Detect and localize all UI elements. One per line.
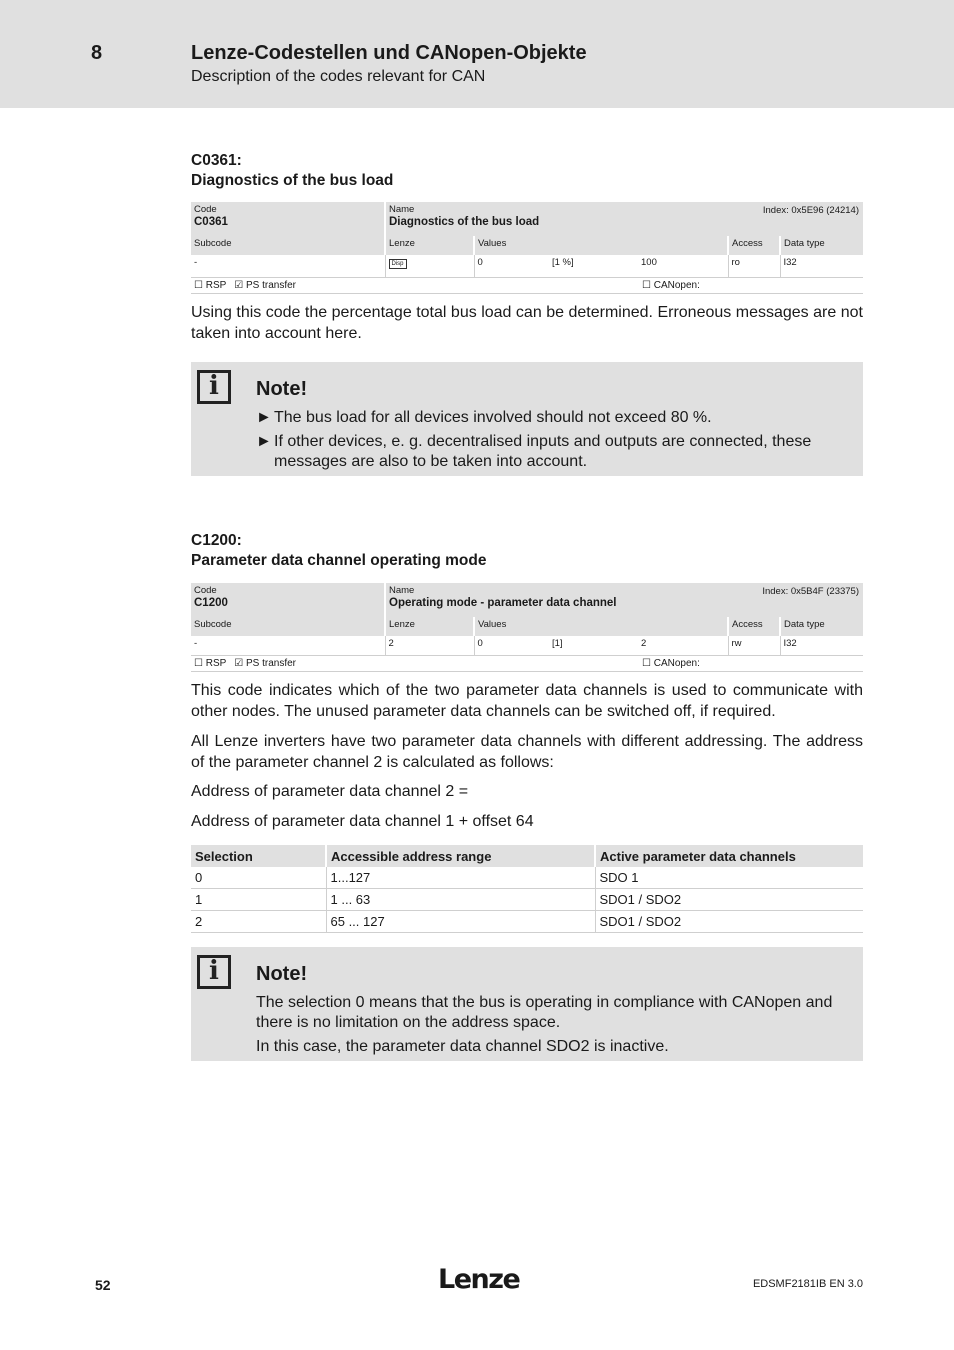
lenze-value: 2: [385, 636, 474, 655]
note-item: ► The bus load for all devices involved should not exceed 80 %.: [256, 409, 712, 426]
col-values: Values: [474, 617, 728, 636]
selection-cell: 0: [191, 867, 326, 889]
rsp-checkbox: ☐ RSP: [194, 279, 227, 291]
chapter-title: Lenze-Codestellen und CANopen-Objekte: [191, 42, 587, 64]
col-datatype: Data type: [780, 617, 863, 636]
code-cell: Code C0361: [191, 202, 385, 236]
bullet-icon: ►: [256, 433, 272, 450]
c0361-heading-code: C0361:: [191, 152, 242, 169]
selection-cell: 2: [191, 911, 326, 933]
ps-transfer-checkbox: ☑ PS transfer: [234, 279, 296, 291]
c1200-note: [191, 947, 863, 1061]
canopen-cell: [642, 277, 863, 293]
chapter-number: 8: [91, 42, 103, 64]
value-step: [1 %]: [549, 255, 638, 277]
value-min: 0: [474, 255, 549, 277]
active-channels-cell: SDO1 / SDO2: [595, 911, 863, 933]
canopen-checkbox: ☐ CANopen:: [642, 657, 700, 669]
chapter-subtitle: Description of the codes relevant for CAN: [191, 68, 486, 85]
value-step: [1]: [549, 636, 638, 655]
ps-transfer-checkbox: ☑ PS transfer: [234, 657, 296, 669]
value-max: 2: [638, 636, 728, 655]
page-header: [0, 0, 954, 108]
note-title: Note!: [256, 963, 308, 985]
code-cell: Code C1200: [191, 583, 385, 617]
c1200-paragraph: This code indicates which of the two parameter data channels is used to communicate with other nodes. The unused parameter data channels can be switched off, if required.: [191, 682, 863, 720]
address-range-cell: 1...127: [326, 867, 595, 889]
c0361-note: [191, 362, 863, 476]
note-line: The selection 0 means that the bus is operating in compliance with CANopen and there is no limitation on the address space.: [256, 994, 833, 1031]
rsp-checkbox: ☐ RSP: [194, 657, 227, 669]
index-value: Index: 0x5B4F (23375): [762, 586, 859, 597]
col-active-channels: Active parameter data channels: [595, 845, 863, 867]
index-value: Index: 0x5E96 (24214): [762, 205, 859, 216]
name-value: Diagnostics of the bus load: [389, 216, 540, 228]
col-access: Access: [728, 617, 780, 636]
access-value: ro: [728, 255, 780, 277]
col-lenze: Lenze: [385, 617, 474, 636]
c1200-heading-title: Parameter data channel operating mode: [191, 552, 487, 569]
info-icon: i: [197, 370, 231, 404]
note-title: Note!: [256, 378, 308, 400]
page-number: 52: [95, 1277, 111, 1293]
col-datatype: Data type: [780, 236, 863, 255]
col-selection: Selection: [191, 845, 326, 867]
info-icon: i: [197, 955, 231, 989]
col-values: Values: [474, 236, 728, 255]
canopen-checkbox: ☐ CANopen:: [642, 279, 700, 291]
address-range-cell: 65 ... 127: [326, 911, 595, 933]
selection-table: [191, 845, 863, 933]
selection-cell: 1: [191, 889, 326, 911]
table-row: [191, 867, 863, 889]
access-value: rw: [728, 636, 780, 655]
col-subcode: Subcode: [194, 238, 232, 249]
note-line: In this case, the parameter data channel SDO2 is inactive.: [256, 1038, 669, 1055]
c1200-paragraph: Address of parameter data channel 2 =: [191, 783, 469, 800]
c0361-heading-title: Diagnostics of the bus load: [191, 172, 394, 189]
datatype-value: I32: [780, 255, 863, 277]
c1200-heading: [191, 531, 486, 571]
name-cell: Name Operating mode - parameter data channel Index: 0x5B4F (23375): [385, 583, 863, 617]
value-min: 0: [474, 636, 549, 655]
canopen-cell: [642, 655, 863, 671]
name-cell: Name Diagnostics of the bus load Index: 0x5E96 (24214): [385, 202, 863, 236]
c1200-paragraph: Address of parameter data channel 1 + offset 64: [191, 813, 534, 830]
code-value: C0361: [194, 216, 228, 228]
code-value: C1200: [194, 597, 228, 609]
lenze-value: Disp: [385, 255, 474, 277]
active-channels-cell: SDO1 / SDO2: [595, 889, 863, 911]
datatype-value: I32: [780, 636, 863, 655]
note-item: ► If other devices, e. g. decentralised inputs and outputs are connected, these messages are also to be taken into account.: [256, 433, 812, 470]
c1200-paragraph: All Lenze inverters have two parameter data channels with different addressing. The address of the parameter channel 2 is calculated as follows:: [191, 733, 863, 771]
bullet-icon: ►: [256, 409, 272, 426]
c1200-heading-code: C1200:: [191, 532, 242, 549]
document-reference: EDSMF2181IB EN 3.0: [752, 1278, 863, 1290]
col-access: Access: [728, 236, 780, 255]
c0361-description: Using this code the percentage total bus load can be determined. Erroneous messages are not taken into account here.: [191, 304, 863, 342]
c1200-code-table: [191, 583, 863, 672]
address-range-cell: 1 ... 63: [326, 889, 595, 911]
col-lenze: Lenze: [385, 236, 474, 255]
c0361-heading: [191, 151, 393, 191]
lenze-logo: Lenze: [438, 1264, 520, 1295]
selection-table-header: [191, 845, 863, 867]
value-max: 100: [638, 255, 728, 277]
table-row: [191, 911, 863, 933]
table-row: [191, 889, 863, 911]
subcode-value: -: [191, 636, 385, 655]
c0361-code-table: [191, 202, 863, 294]
active-channels-cell: SDO 1: [595, 867, 863, 889]
col-subcode: Subcode: [194, 619, 232, 630]
col-address-range: Accessible address range: [326, 845, 595, 867]
subcode-value: -: [191, 255, 385, 277]
name-value: Operating mode - parameter data channel: [389, 597, 617, 609]
